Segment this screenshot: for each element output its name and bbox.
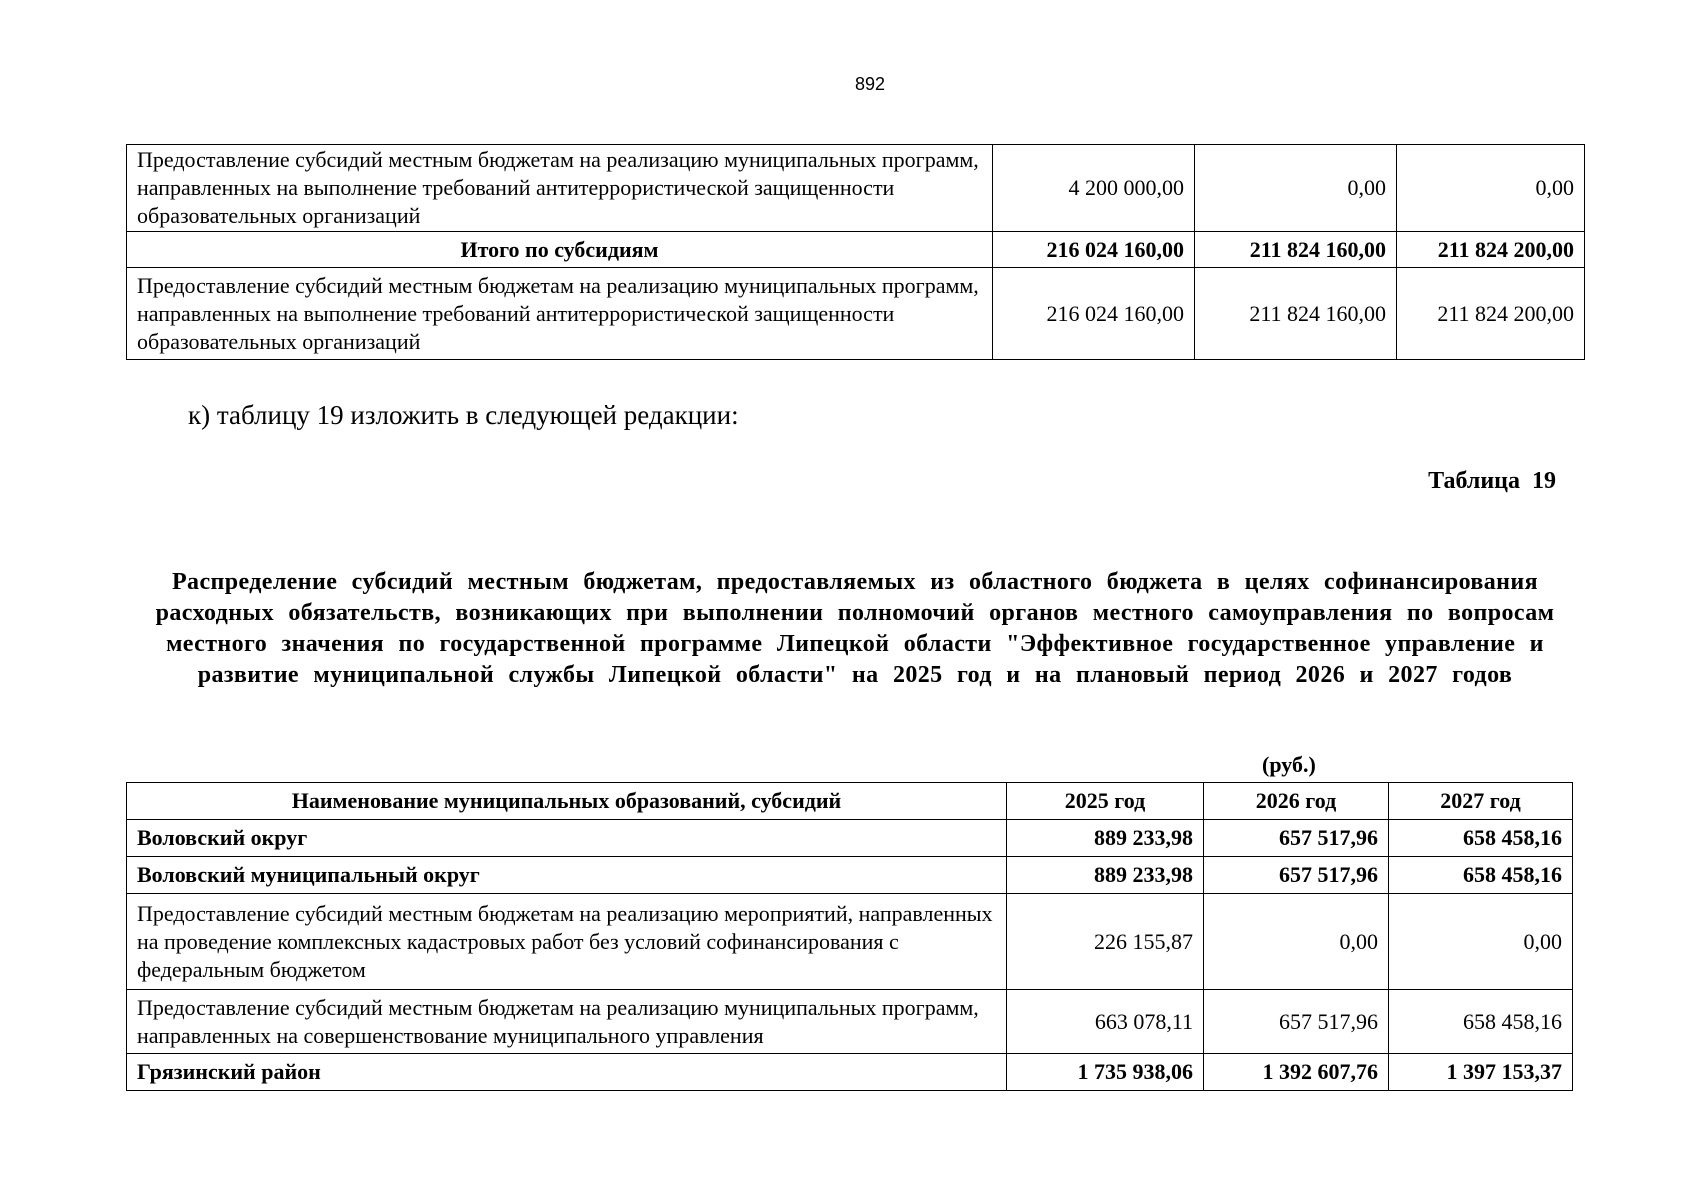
value-2027: 658 458,16 [1389,820,1573,857]
row-name: Предоставление субсидий местным бюджетам на реализацию муниципальных программ, направленных на совершенствование муниципального управления [127,990,1007,1054]
value-2027: 0,00 [1389,894,1573,990]
table-header-row [127,783,1573,820]
value-2025: 226 155,87 [1007,894,1204,990]
row-name: Грязинский район [127,1054,1007,1091]
unit-label: (руб.) [1262,752,1316,777]
row-name: Воловский округ [127,820,1007,857]
value-2025: 1 735 938,06 [1007,1054,1204,1091]
value-2025: 663 078,11 [1007,990,1204,1054]
row-name: Итого по субсидиям [127,232,993,268]
table-row [127,145,1585,232]
table-row [127,857,1573,894]
table-row [127,894,1573,990]
value-2026: 657 517,96 [1204,820,1389,857]
row-name: Предоставление субсидий местным бюджетам на реализацию мероприятий, направленных на проведение комплексных кадастровых работ без условий софинансирования с федеральным бюджетом [127,894,1007,990]
value-2027: 1 397 153,37 [1389,1054,1573,1091]
value-2027: 211 824 200,00 [1397,268,1585,360]
value-2025: 889 233,98 [1007,857,1204,894]
table-row [127,820,1573,857]
instruction-text: к) таблицу 19 изложить в следующей редакции: [188,400,739,430]
value-2027: 658 458,16 [1389,857,1573,894]
table-row [127,990,1573,1054]
column-header: 2027 год [1389,783,1573,820]
value-2026: 0,00 [1195,145,1397,232]
value-2025: 216 024 160,00 [993,232,1195,268]
value-2027: 658 458,16 [1389,990,1573,1054]
total-row [127,232,1585,268]
column-header: Наименование муниципальных образований, субсидий [127,783,1007,820]
value-2026: 657 517,96 [1204,857,1389,894]
value-2026: 211 824 160,00 [1195,268,1397,360]
value-2026: 211 824 160,00 [1195,232,1397,268]
row-name: Предоставление субсидий местным бюджетам на реализацию муниципальных программ, направленных на выполнение требований антитеррористической защищенности образовательных организаций [127,268,993,360]
row-name: Воловский муниципальный округ [127,857,1007,894]
value-2026: 657 517,96 [1204,990,1389,1054]
value-2025: 4 200 000,00 [993,145,1195,232]
value-2026: 0,00 [1204,894,1389,990]
table-caption: Таблица 19 [1428,468,1556,494]
column-header: 2025 год [1007,783,1204,820]
top-table [126,144,1585,360]
row-name: Предоставление субсидий местным бюджетам на реализацию муниципальных программ, направленных на выполнение требований антитеррористической защищенности образовательных организаций [127,145,993,232]
table-row [127,268,1585,360]
table-title: Распределение субсидий местным бюджетам, предоставляемых из областного бюджета в целях софинансирования расходных обязательств, возникающих при выполнении полномочий органов местного самоуправления по вопросам местного значения по государственной программе Липецкой области "Эффективное государственное управление и развитие муниципальной службы Липецкой области" на 2025 год и на плановый период 2026 и 2027 годов [155,569,1555,688]
table-19 [126,782,1573,1091]
table-row [127,1054,1573,1091]
value-2027: 211 824 200,00 [1397,232,1585,268]
value-2027: 0,00 [1397,145,1585,232]
column-header: 2026 год [1204,783,1389,820]
value-2025: 216 024 160,00 [993,268,1195,360]
page-number: 892 [854,74,886,94]
value-2025: 889 233,98 [1007,820,1204,857]
value-2026: 1 392 607,76 [1204,1054,1389,1091]
